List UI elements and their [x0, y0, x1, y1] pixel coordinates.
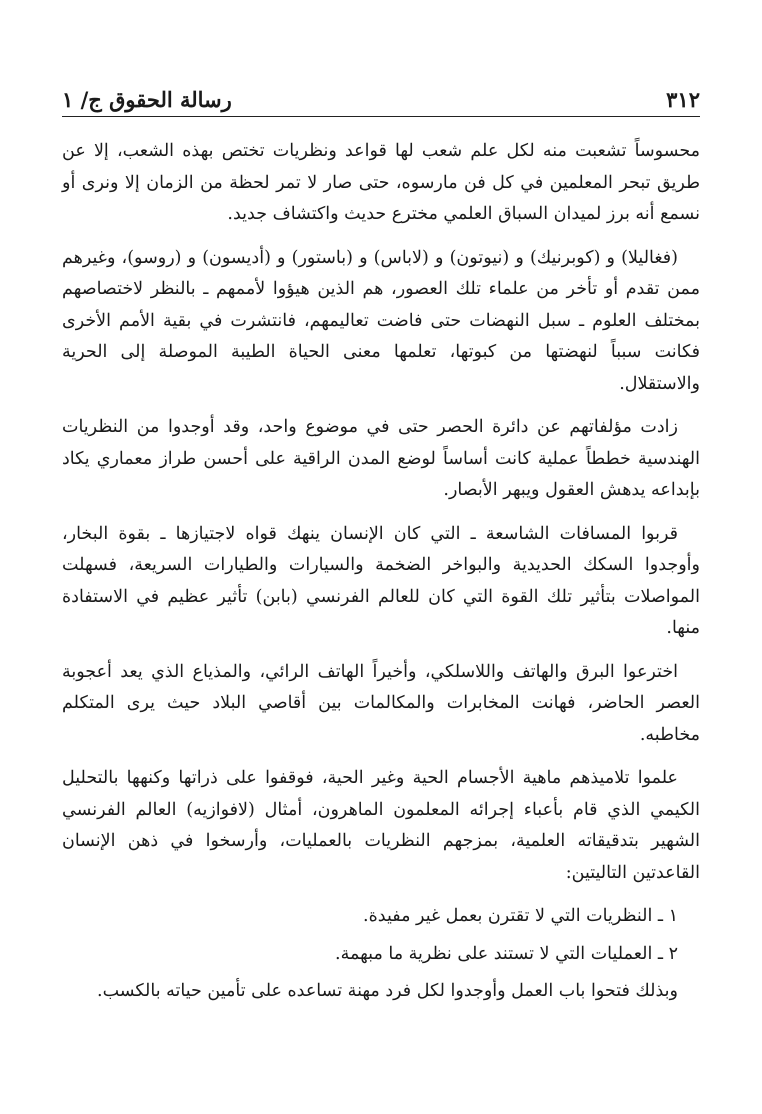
- paragraph-engineering: زادت مؤلفاتهم عن دائرة الحصر حتى في موضوع واحد، وقد أوجدوا من النظريات الهندسية خططاً عملية كانت أساساً لوضع المدن الراقية على أحسن طراز معماري يكاد بإبداعه يدهش العقول ويبهر الأبصار.: [62, 417, 700, 500]
- paragraph-continued: محسوساً تشعبت منه لكل علم شعب لها قواعد ونظريات تختص بهذه الشعب، إلا عن طريق تبحر المعلمين في كل فن مارسوه، حتى صار لا تمر لحظة من الزمان إلا ونرى أو نسمع أنه برز لميدان السباق العلمي مخترع حديث واكتشاف جديد.: [62, 141, 700, 224]
- paragraph-closing: وبذلك فتحوا باب العمل وأوجدوا لكل فرد مهنة تساعده على تأمين حياته بالكسب.: [97, 981, 678, 1001]
- paragraph-scientists: (فغاليلا) و (كوبرنيك) و (نيوتون) و (لاباس) و (باستور) و (أديسون) و (روسو)، وغيرهم ممن تقدم أو تأخر من علماء تلك العصور، هم الذين هيؤوا لأممهم ـ بالنظر لاختصاصهم بمختلف العلوم ـ سبل النهضات حتى فاضت تعاليمهم، فانتشرت في بقية الأمم الأخرى فكانت سبباً لنهضتها من كبوتها، تعلمها معنى الحياة الطيبة الموصلة إلى الحرية والاستقلال.: [62, 247, 700, 394]
- paragraph-transport: قربوا المسافات الشاسعة ـ التي كان الإنسان ينهك قواه لاجتيازها ـ بقوة البخار، وأوجدوا السكك الحديدية والبواخر الضخمة والسيارات والطيارات السريعة، فسهلت المواصلات بتأثير تلك القوة التي كان للعالم الفرنسي (بابن) تأثير عظيم في الاستفادة منها.: [62, 523, 700, 638]
- page-number: ٣١٢: [666, 87, 700, 112]
- list-item: ١ ـ النظريات التي لا تقترن بعمل غير مفيدة.: [363, 906, 678, 926]
- page-header: [62, 72, 700, 117]
- paragraph-communication: اخترعوا البرق والهاتف واللاسلكي، وأخيراً الهاتف الرائي، والمذياع الذي يعد أعجوبة العصر الحاضر، فهانت المخابرات والمكالمات بين أقاصي البلاد حيث يرى المتكلم مخاطبه.: [62, 661, 700, 745]
- running-title: رسالة الحقوق ج/ ١: [62, 87, 232, 112]
- paragraph-chemistry: علموا تلاميذهم ماهية الأجسام الحية وغير الحية، فوقفوا على ذراتها وكنهها بالتحليل الكيمي الذي قام بأعباء إجرائه المعلمون الماهرون، أمثال (لافوازيه) العالم الفرنسي الشهير بتدقيقاته العلمية، بمزجهم النظريات بالعمليات، وأرسخوا في ذهن الإنسان القاعدتين التاليتين:: [62, 768, 700, 883]
- page-body: [62, 136, 700, 1020]
- list-item: ٢ ـ العمليات التي لا تستند على نظرية ما مبهمة.: [335, 943, 678, 964]
